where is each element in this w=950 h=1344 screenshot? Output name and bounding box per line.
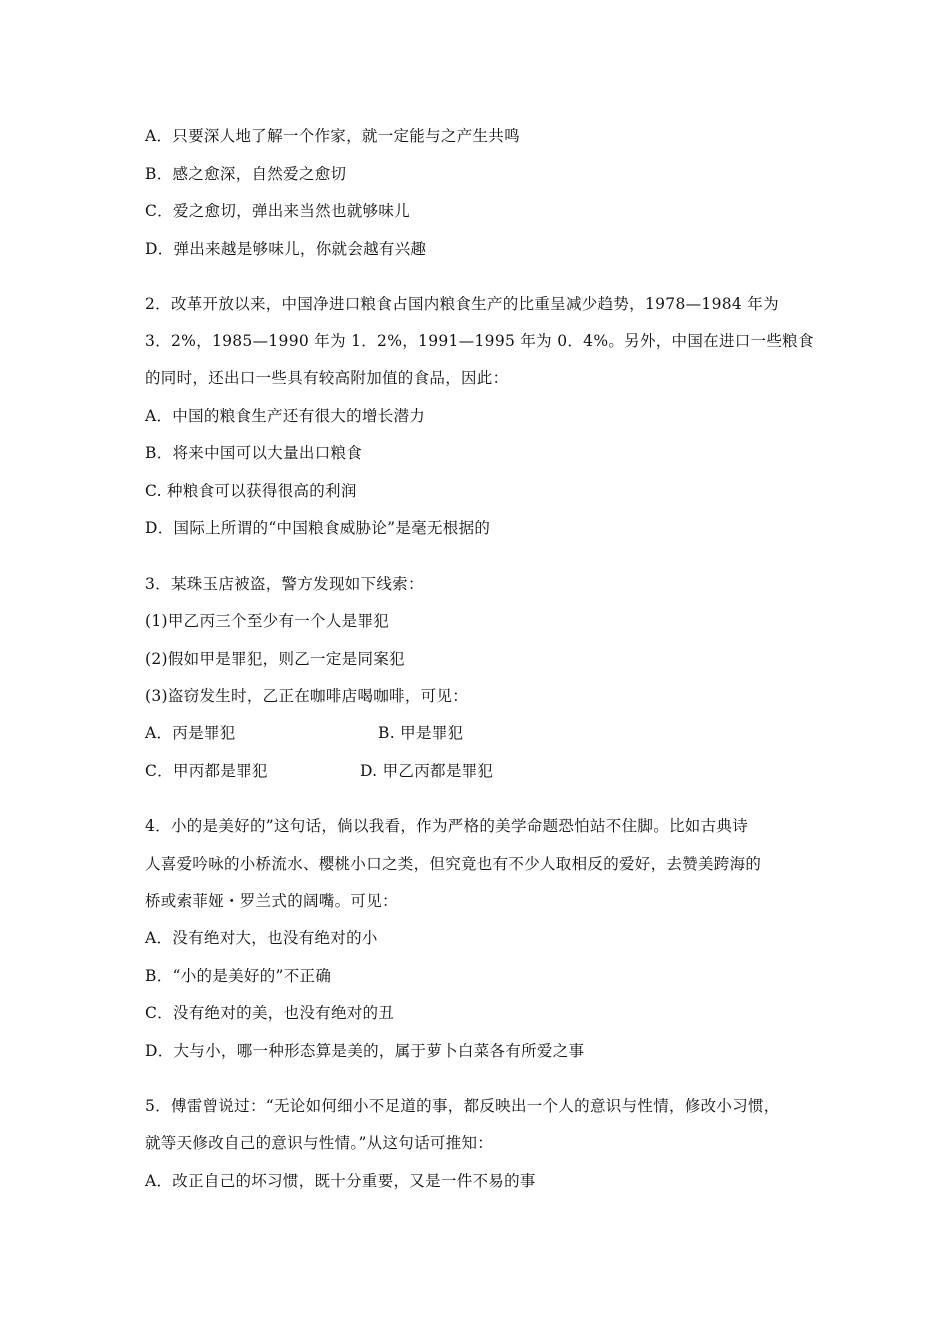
q4-stem-line-2: 人喜爱吟咏的小桥流水、樱桃小口之类，但究竟也有不少人取相反的爱好，去赞美跨海的 xyxy=(145,855,762,873)
q4-stem-line-1: 4．小的是美好的”这句话，倘以我看，作为严格的美学命题恐怕站不住脚。比如古典诗 xyxy=(145,817,748,835)
q4-option-c: C．没有绝对的美，也没有绝对的丑 xyxy=(145,1004,395,1022)
q5-stem-line-1: 5．傅雷曾说过：“无论如何细小不足道的事，都反映出一个人的意识与性情，修改小习惯， xyxy=(145,1097,780,1115)
q1-option-d: D．弹出来越是够味儿，你就会越有兴趣 xyxy=(145,240,427,258)
q5-stem-line-2: 就等天修改自己的意识与性情。”从这句话可推知： xyxy=(145,1134,494,1152)
q2-stem-line-3: 的同时，还出口一些具有较高附加值的食品，因此： xyxy=(145,369,509,387)
q3-stem: 3．某珠玉店被盗，警方发现如下线索： xyxy=(145,575,424,593)
q4-option-d: D．大与小，哪一种形态算是美的，属于萝卜白菜各有所爱之事 xyxy=(145,1042,585,1060)
q3-option-c: C．甲丙都是罪犯 xyxy=(145,762,268,780)
q3-clue-3: (3)盗窃发生时，乙正在咖啡店喝咖啡，可见： xyxy=(145,687,469,705)
q4-option-a: A．没有绝对大，也没有绝对的小 xyxy=(145,929,378,947)
q3-clue-2: (2)假如甲是罪犯，则乙一定是同案犯 xyxy=(145,650,405,668)
q2-stem-line-1: 2．改革开放以来，中国净进口粮食占国内粮食生产的比重呈减少趋势，1978—1984 年为 xyxy=(145,295,779,313)
q2-option-c: C. 种粮食可以获得很高的利润 xyxy=(145,482,357,500)
q3-clue-1: (1)甲乙丙三个至少有一个人是罪犯 xyxy=(145,612,390,630)
q3-option-d: D. 甲乙丙都是罪犯 xyxy=(360,762,494,780)
q5-option-a: A．改正自己的坏习惯，既十分重要，又是一件不易的事 xyxy=(145,1172,536,1190)
q2-stem-line-2: 3．2%，1985—1990 年为 1．2%，1991—1995 年为 0．4%。另外，中国在进口一些粮食 xyxy=(145,332,814,350)
q2-option-d: D．国际上所谓的“中国粮食威胁论”是毫无根据的 xyxy=(145,519,491,537)
q3-option-b: B. 甲是罪犯 xyxy=(378,724,464,742)
q4-option-b: B．“小的是美好的”不正确 xyxy=(145,967,332,985)
q1-option-c: C．爱之愈切，弹出来当然也就够味儿 xyxy=(145,202,410,220)
q1-option-a: A．只要深人地了解一个作家，就一定能与之产生共鸣 xyxy=(145,127,520,145)
q4-stem-line-3: 桥或索菲娅・罗兰式的阔嘴。可见： xyxy=(145,892,398,910)
q1-option-b: B．感之愈深，自然爱之愈切 xyxy=(145,165,347,183)
q3-option-a: A．丙是罪犯 xyxy=(145,724,236,742)
q2-option-a: A．中国的粮食生产还有很大的增长潜力 xyxy=(145,407,426,425)
q2-option-b: B．将来中国可以大量出口粮食 xyxy=(145,444,363,462)
